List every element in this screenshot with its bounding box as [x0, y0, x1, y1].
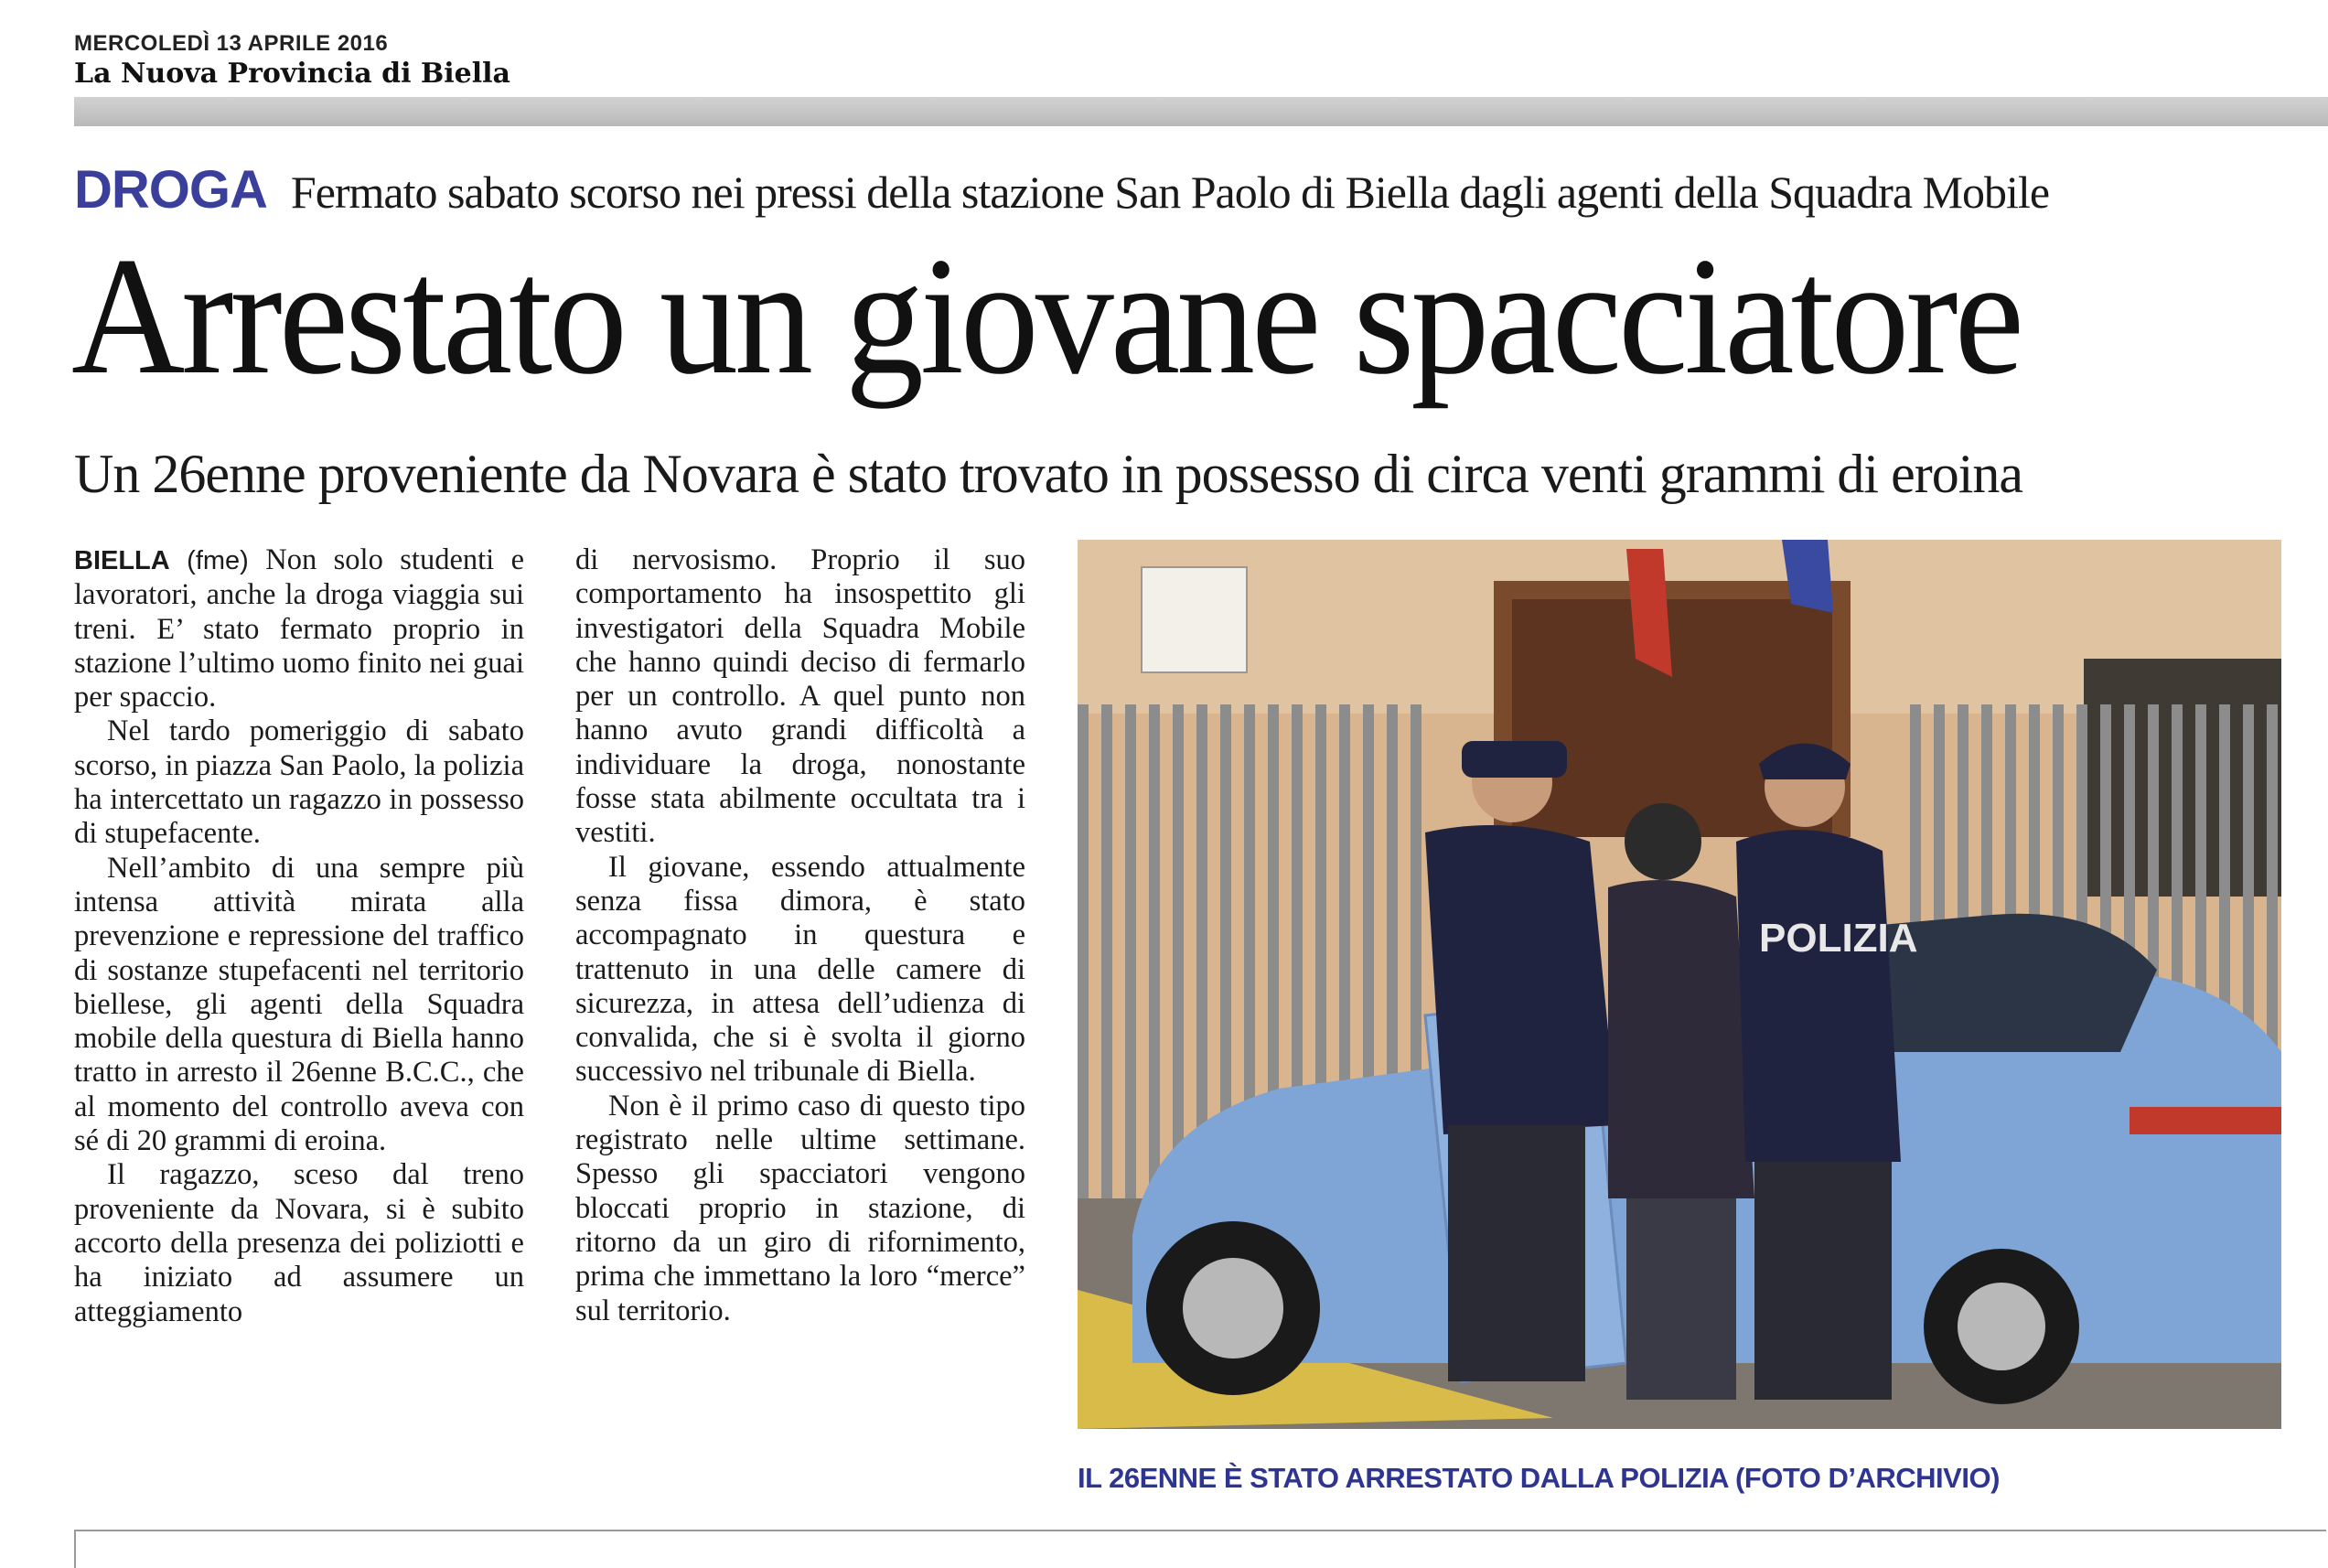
fence-post — [1125, 704, 1136, 1217]
headline: Arrestato un giovane spacciatore — [71, 223, 2021, 410]
vest-text: POLIZIA — [1759, 916, 1918, 961]
dateline: BIELLA — [74, 546, 170, 575]
photo-illustration — [1078, 540, 2281, 1429]
issue-date: MERCOLEDÌ 13 APRILE 2016 — [74, 31, 389, 56]
paragraph: Il ragazzo, sceso dal treno proveniente da Novara, si è subito accorto della presenza dei poliziotti e ha iniziato ad assumere un atteggiamento — [74, 1158, 524, 1328]
paragraph-text: Non solo studenti e lavoratori, anche la droga viaggia sui treni. E’ stato fermato proprio in stazione l’ultimo uomo finito nei guai per spaccio. — [74, 543, 525, 714]
paragraph: Nel tardo pomeriggio di sabato scorso, in piazza San Paolo, la polizia ha intercettato un ragazzo in possesso di stupefacente. — [74, 714, 524, 851]
masthead-rule-bar — [74, 97, 2328, 126]
paragraph-lead — [74, 543, 524, 714]
paragraph: Il giovane, essendo attualmente senza fissa dimora, è stato accompagnato in questura e trattenuto in una delle camere di sicurezza, in attesa dell’udienza di convalida, che si è svolta il giorno successivo nel tribunale di Biella. — [575, 850, 1025, 1089]
kicker-row — [74, 159, 2306, 220]
article-photo — [1078, 540, 2281, 1429]
fence-post — [1078, 704, 1089, 1217]
newspaper-name: La Nuova Provincia di Biella — [74, 58, 510, 90]
fence-post — [1101, 704, 1112, 1217]
section-tag: DROGA — [74, 160, 267, 220]
photo-caption: IL 26ENNE È STATO ARRESTATO DALLA POLIZIA (FOTO D’ARCHIVIO) — [1078, 1462, 2000, 1494]
article-column-1 — [74, 543, 524, 1329]
paragraph: Nell’ambito di una sempre più intensa attività mirata alla prevenzione e repressione del traffico di sostanze stupefacenti nel territorio biellese, gli agenti della Squadra mobile della questura di Biella hanno tratto in arresto il 26enne B.C.C., che al momento del controllo aveva con sé di 20 grammi di eroina. — [74, 851, 524, 1158]
subheadline: Un 26enne proveniente da Novara è stato trovato in possesso di circa venti grammi di eroina — [74, 444, 2022, 504]
paragraph-continued: di nervosismo. Proprio il suo comportamento ha insospettito gli investigatori della Squadra Mobile che hanno quindi deciso di fermarlo per un controllo. A quel punto non hanno avuto grandi difficoltà a individuare la droga, nonostante fosse stata abilmente occultata tra i vestiti. — [575, 543, 1025, 850]
paragraph: Non è il primo caso di questo tipo registrato nelle ultime settimane. Spesso gli spacciatori vengono bloccati proprio in stazione, di ritorno da un giro di rifornimento, prima che immettano la loro “merce” sul territorio. — [575, 1089, 1025, 1327]
next-article-frame — [74, 1530, 2326, 1568]
kicker-text: Fermato sabato scorso nei pressi della stazione San Paolo di Biella dagli agenti della Squadra Mobile — [290, 166, 2050, 218]
article-column-2 — [575, 543, 1025, 1328]
fence-post — [1149, 704, 1160, 1217]
author-initials: (fme) — [187, 546, 249, 575]
